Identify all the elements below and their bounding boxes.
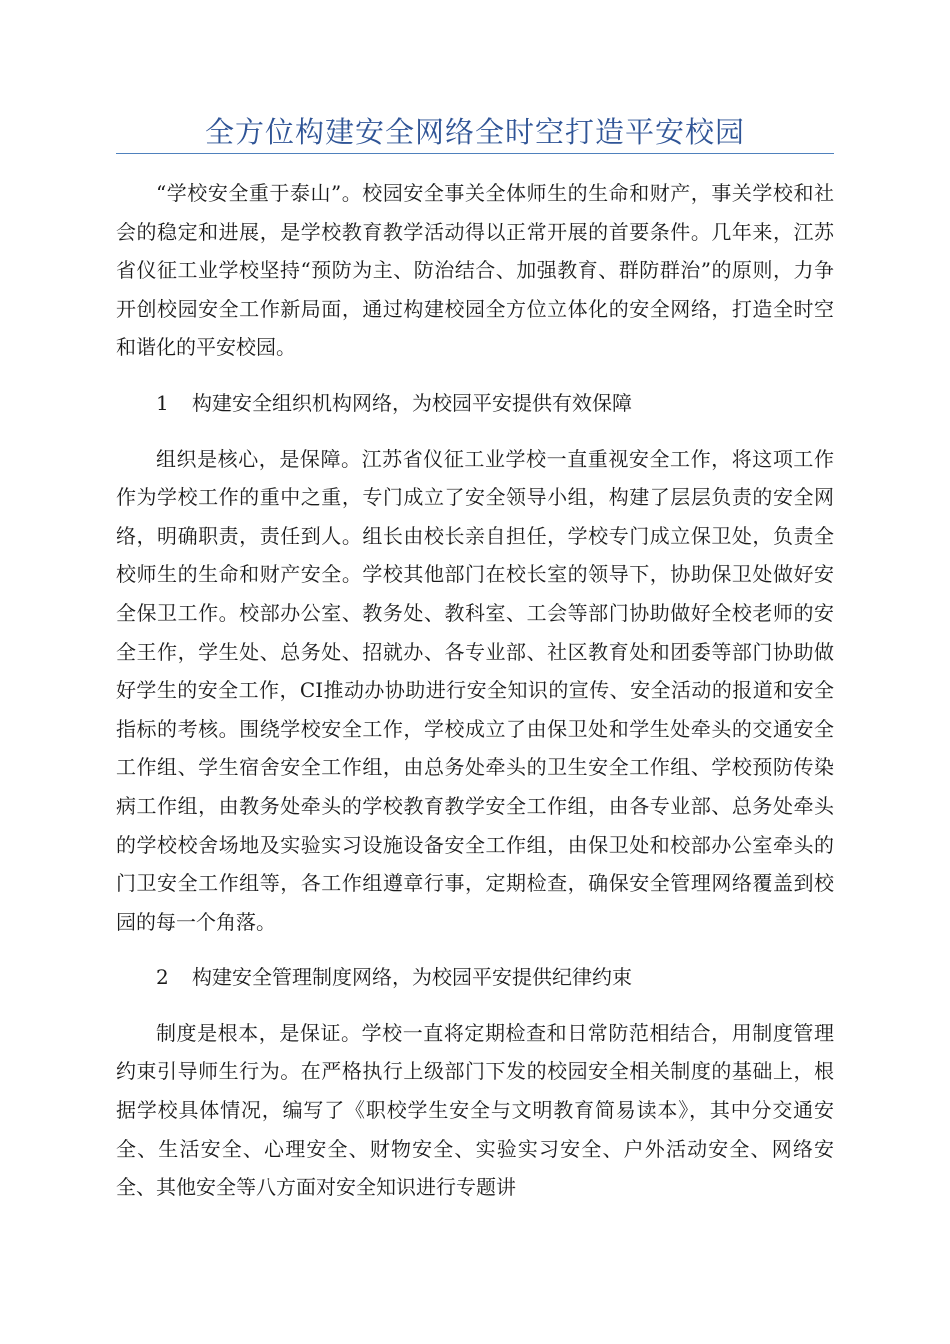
section-paragraph: 制度是根本，是保证。学校一直将定期检查和日常防范相结合，用制度管理约束引导师生行为。在严格执行上级部门下发的校园安全相关制度的基础上，根据学校具体情况，编写了《职校学生安全与文明教育简易读本》，其中分交通安全、生活安全、心理安全、财物安全、实验实习安全、户外活动安全、网络安全、其他安全等八方面对安全知识进行专题讲 — [116, 1020, 834, 1200]
section-paragraph: 组织是核心，是保障。江苏省仪征工业学校一直重视安全工作，将这项工作作为学校工作的重中之重，专门成立了安全领导小组，构建了层层负责的安全网络，明确职责，责任到人。组长由校长亲自担任，学校专门成立保卫处，负责全校师生的生命和财产安全。学校其他部门在校长室的领导下，协助保卫处做好安全保卫工作。校部办公室、教务处、教科室、工会等部门协助做好全校老师的安全王作，学生处、总务处、招就办、各专业部、社区教育处和团委等部门协助做好学生的安全工作，CI推动办协助进行安全知识的宣传、安全活动的报道和安全指标的考核。围绕学校安全工作，学校成立了由保卫处和学生处牵头的交通安全工作组、学生宿舍安全工作组，由总务处牵头的卫生安全工作组、学校预防传染病工作组，由教务处牵头的学校教育教学安全工作组，由各专业部、总务处牵头的学校校舍场地及实验实习设施设备安全工作组，由保卫处和校部办公室牵头的门卫安全工作组等，各工作组遵章行事，定期检查，确保安全管理网络覆盖到校园的每一个角落。 — [116, 446, 834, 934]
section-heading-text: 构建安全管理制度网络，为校园平安提供纪律约束 — [192, 965, 632, 990]
title-underline — [116, 153, 834, 154]
section-heading — [116, 958, 834, 997]
intro-paragraph: “学校安全重于泰山”。校园安全事关全体师生的生命和财产，事关学校和社会的稳定和进展，是学校教育教学活动得以正常开展的首要条件。几年来，江苏省仪征工业学校坚持“预防为主、防治结合、加强教育、群防群治”的原则，力争开创校园安全工作新局面，通过构建校园全方位立体化的安全网络，打造全时空和谐化的平安校园。 — [116, 181, 834, 360]
section-number: 2 — [156, 965, 169, 990]
document-title: 全方位构建安全网络全时空打造平安校园 — [204, 115, 745, 149]
section-heading — [116, 384, 834, 423]
document-body — [116, 174, 834, 1207]
section-heading-text: 构建安全组织机构网络，为校园平安提供有效保障 — [192, 390, 632, 415]
section-number: 1 — [156, 390, 169, 415]
